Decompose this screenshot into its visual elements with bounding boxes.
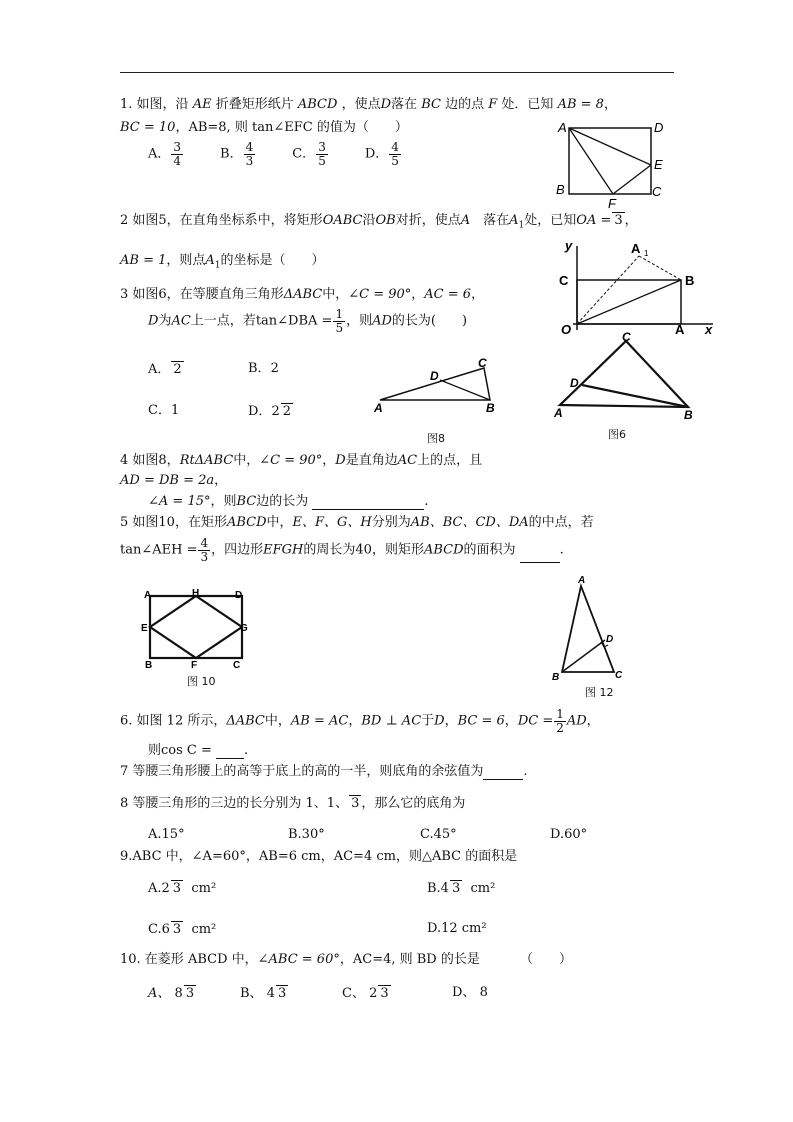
svg-text:A: A bbox=[631, 241, 641, 256]
q6-line2: 则cos C = . bbox=[148, 743, 249, 758]
fig-label: B bbox=[556, 182, 565, 197]
q6-line1: 6. 如图 12 所示，ΔABC中，AB = AC，BD ⊥ AC于D，BC = 6，DC = $\frac{1}{2}$ AD， bbox=[120, 707, 600, 735]
q3-option-b[interactable]: B．2 bbox=[248, 361, 279, 376]
q1-text: 的值为（ ） bbox=[316, 120, 408, 135]
q1-text: 边的点 bbox=[445, 97, 485, 112]
q9-option-c[interactable]: C.6 3 cm² bbox=[148, 922, 217, 937]
q1-eq: AB = 8 bbox=[557, 97, 604, 112]
fig-label: C bbox=[652, 184, 662, 199]
q1-text: 落在 bbox=[391, 97, 418, 112]
q6-answer-blank[interactable] bbox=[216, 758, 244, 759]
svg-text:F: F bbox=[191, 660, 198, 671]
q1-option-c[interactable]: C． $\frac{3}{5}$ bbox=[292, 140, 326, 168]
q1-var: F bbox=[488, 97, 498, 112]
q10-option-c[interactable]: C、 2 3 bbox=[342, 986, 389, 1001]
q9-option-d[interactable]: D.12 cm² bbox=[427, 921, 487, 936]
svg-text:x: x bbox=[705, 322, 713, 337]
fig12-caption: 图 12 bbox=[585, 686, 614, 699]
q1-option-d[interactable]: D． $\frac{4}{5}$ bbox=[364, 140, 399, 168]
q2-line2: AB = 1，则点$A_1$的坐标是（ ） bbox=[120, 253, 325, 271]
q1-option-b[interactable]: B． $\frac{4}{3}$ bbox=[220, 140, 254, 168]
svg-text:H: H bbox=[192, 588, 200, 599]
q8-option-a[interactable]: A.15° bbox=[148, 827, 185, 842]
q2-line1: 2 如图5，在直角坐标系中，将矩形OABC沿OB对折，使点A 落在$A_1$处，已知OA = 3 ， bbox=[120, 213, 638, 231]
q5-line2: tan∠AEH = $\frac{4}{3}$ ，四边形EFGH的周长为40，则矩形ABCD的面积为 . bbox=[120, 536, 564, 564]
q1-text: 折叠矩形纸片 bbox=[215, 97, 294, 112]
svg-text:C: C bbox=[615, 670, 623, 681]
q1-text: ，AB=8, 则 bbox=[175, 120, 248, 135]
fig8 bbox=[372, 356, 507, 416]
q1-options bbox=[148, 141, 402, 167]
fig-label: D bbox=[654, 120, 664, 135]
q3-option-d[interactable]: D．2 2 bbox=[248, 404, 291, 419]
q9-option-b[interactable]: B.4 3 cm² bbox=[427, 881, 496, 896]
q1-var: D bbox=[380, 97, 392, 112]
fig6 bbox=[552, 330, 702, 423]
svg-text:D: D bbox=[570, 376, 579, 390]
svg-text:B: B bbox=[685, 273, 695, 288]
svg-text:y: y bbox=[565, 238, 573, 253]
q4-line3: ∠A = 15°，则BC边的长为 . bbox=[148, 494, 429, 509]
q10-paren: （ ） bbox=[520, 952, 573, 967]
svg-text:C: C bbox=[233, 660, 241, 671]
fig8-caption: 图8 bbox=[427, 432, 445, 445]
q10-line: 10. 在菱形 ABCD 中，∠ABC = 60°，AC=4, 则 BD 的长是 bbox=[120, 952, 480, 967]
q1-var: AE bbox=[192, 97, 212, 112]
svg-text:C: C bbox=[559, 273, 569, 288]
svg-text:D: D bbox=[430, 369, 439, 383]
q1-var: ABCD bbox=[297, 97, 338, 112]
q8-option-c[interactable]: C.45° bbox=[420, 827, 457, 842]
q3-line1: 3 如图6，在等腰直角三角形ΔABC中，∠C = 90°，AC = 6， bbox=[120, 287, 485, 302]
svg-text:A: A bbox=[554, 406, 563, 420]
svg-text:G: G bbox=[240, 623, 248, 634]
svg-text:C: C bbox=[478, 356, 487, 370]
svg-text:E: E bbox=[141, 623, 148, 634]
q1-eq: BC = 10 bbox=[120, 120, 176, 135]
q1-text: ，使点 bbox=[341, 97, 381, 112]
fig-label: E bbox=[654, 157, 663, 172]
q10-option-b[interactable]: B、 4 3 bbox=[240, 986, 287, 1001]
q8-option-d[interactable]: D.60° bbox=[550, 827, 588, 842]
svg-text:1: 1 bbox=[644, 249, 649, 258]
fig-label: A bbox=[558, 120, 567, 135]
q3-line2: D为AC上一点，若tan∠DBA = $\frac{1}{5}$ ，则AD的长为( ) bbox=[148, 307, 468, 335]
q1-var: BC bbox=[421, 97, 441, 112]
q1-tan: tan∠EFC bbox=[251, 120, 313, 135]
fig10 bbox=[140, 586, 252, 670]
svg-text:D: D bbox=[606, 634, 614, 645]
svg-text:C: C bbox=[622, 330, 631, 344]
svg-text:A: A bbox=[675, 322, 685, 337]
q3-option-a[interactable]: A． 2 bbox=[148, 362, 182, 377]
q5-line1: 5 如图10，在矩形ABCD中，E、F、G、H分别为AB、BC、CD、DA的中点，若 bbox=[120, 515, 594, 530]
q1-option-a[interactable]: A． $\frac{3}{4}$ bbox=[148, 140, 182, 168]
q10-option-d[interactable]: D、 8 bbox=[452, 985, 488, 1000]
svg-text:B: B bbox=[552, 672, 560, 683]
q1-line2 bbox=[120, 120, 408, 136]
svg-text:B: B bbox=[145, 660, 153, 671]
q4-answer-blank[interactable] bbox=[312, 509, 424, 510]
q1-text: 处．已知 bbox=[501, 97, 554, 112]
q1-figure bbox=[550, 118, 670, 210]
q9-option-a[interactable]: A.2 3 cm² bbox=[148, 881, 217, 896]
fig-label: F bbox=[608, 196, 616, 211]
q9-line: 9.ABC 中，∠A=60°，AB=6 cm，AC=4 cm，则△ABC 的面积是 bbox=[120, 849, 518, 864]
q5-answer-blank[interactable] bbox=[520, 562, 560, 563]
q1-line1: 1. 如图，沿 AE 折叠矩形纸片 ABCD ，使点D落在 BC 边的点 F 处．已知 AB = 8， bbox=[120, 97, 617, 112]
q3-option-c[interactable]: C．1 bbox=[148, 403, 180, 418]
q2-var: OABC bbox=[322, 213, 363, 228]
svg-text:B: B bbox=[684, 408, 693, 422]
fig10-caption: 图 10 bbox=[187, 675, 216, 688]
q2-figure bbox=[555, 238, 720, 338]
fig6-caption: 图6 bbox=[608, 428, 626, 441]
svg-text:O: O bbox=[561, 322, 572, 337]
header-rule bbox=[120, 72, 674, 73]
svg-text:A: A bbox=[374, 401, 383, 415]
q4-line2: AD = DB = 2a， bbox=[120, 473, 228, 488]
svg-text:D: D bbox=[235, 590, 243, 601]
q8-option-b[interactable]: B.30° bbox=[288, 827, 325, 842]
q7-answer-blank[interactable] bbox=[483, 779, 523, 780]
q7-line: 7 等腰三角形腰上的高等于底上的高的一半，则底角的余弦值为 . bbox=[120, 764, 528, 779]
fig12 bbox=[548, 574, 628, 684]
svg-text:A: A bbox=[144, 590, 152, 601]
q4-line1: 4 如图8，RtΔABC中，∠C = 90°，D是直角边AC上的点，且 bbox=[120, 453, 483, 468]
q10-option-a[interactable]: A、 8 3 bbox=[148, 986, 195, 1001]
svg-text:B: B bbox=[486, 401, 495, 415]
q1-text: 1. 如图，沿 bbox=[120, 97, 189, 112]
q2-text: 2 如图5，在直角坐标系中，将矩形 bbox=[120, 213, 323, 228]
q8-line: 8 等腰三角形的三边的长分别为 1、1、 3 ，那么它的底角为 bbox=[120, 796, 466, 811]
svg-text:A: A bbox=[578, 575, 586, 586]
